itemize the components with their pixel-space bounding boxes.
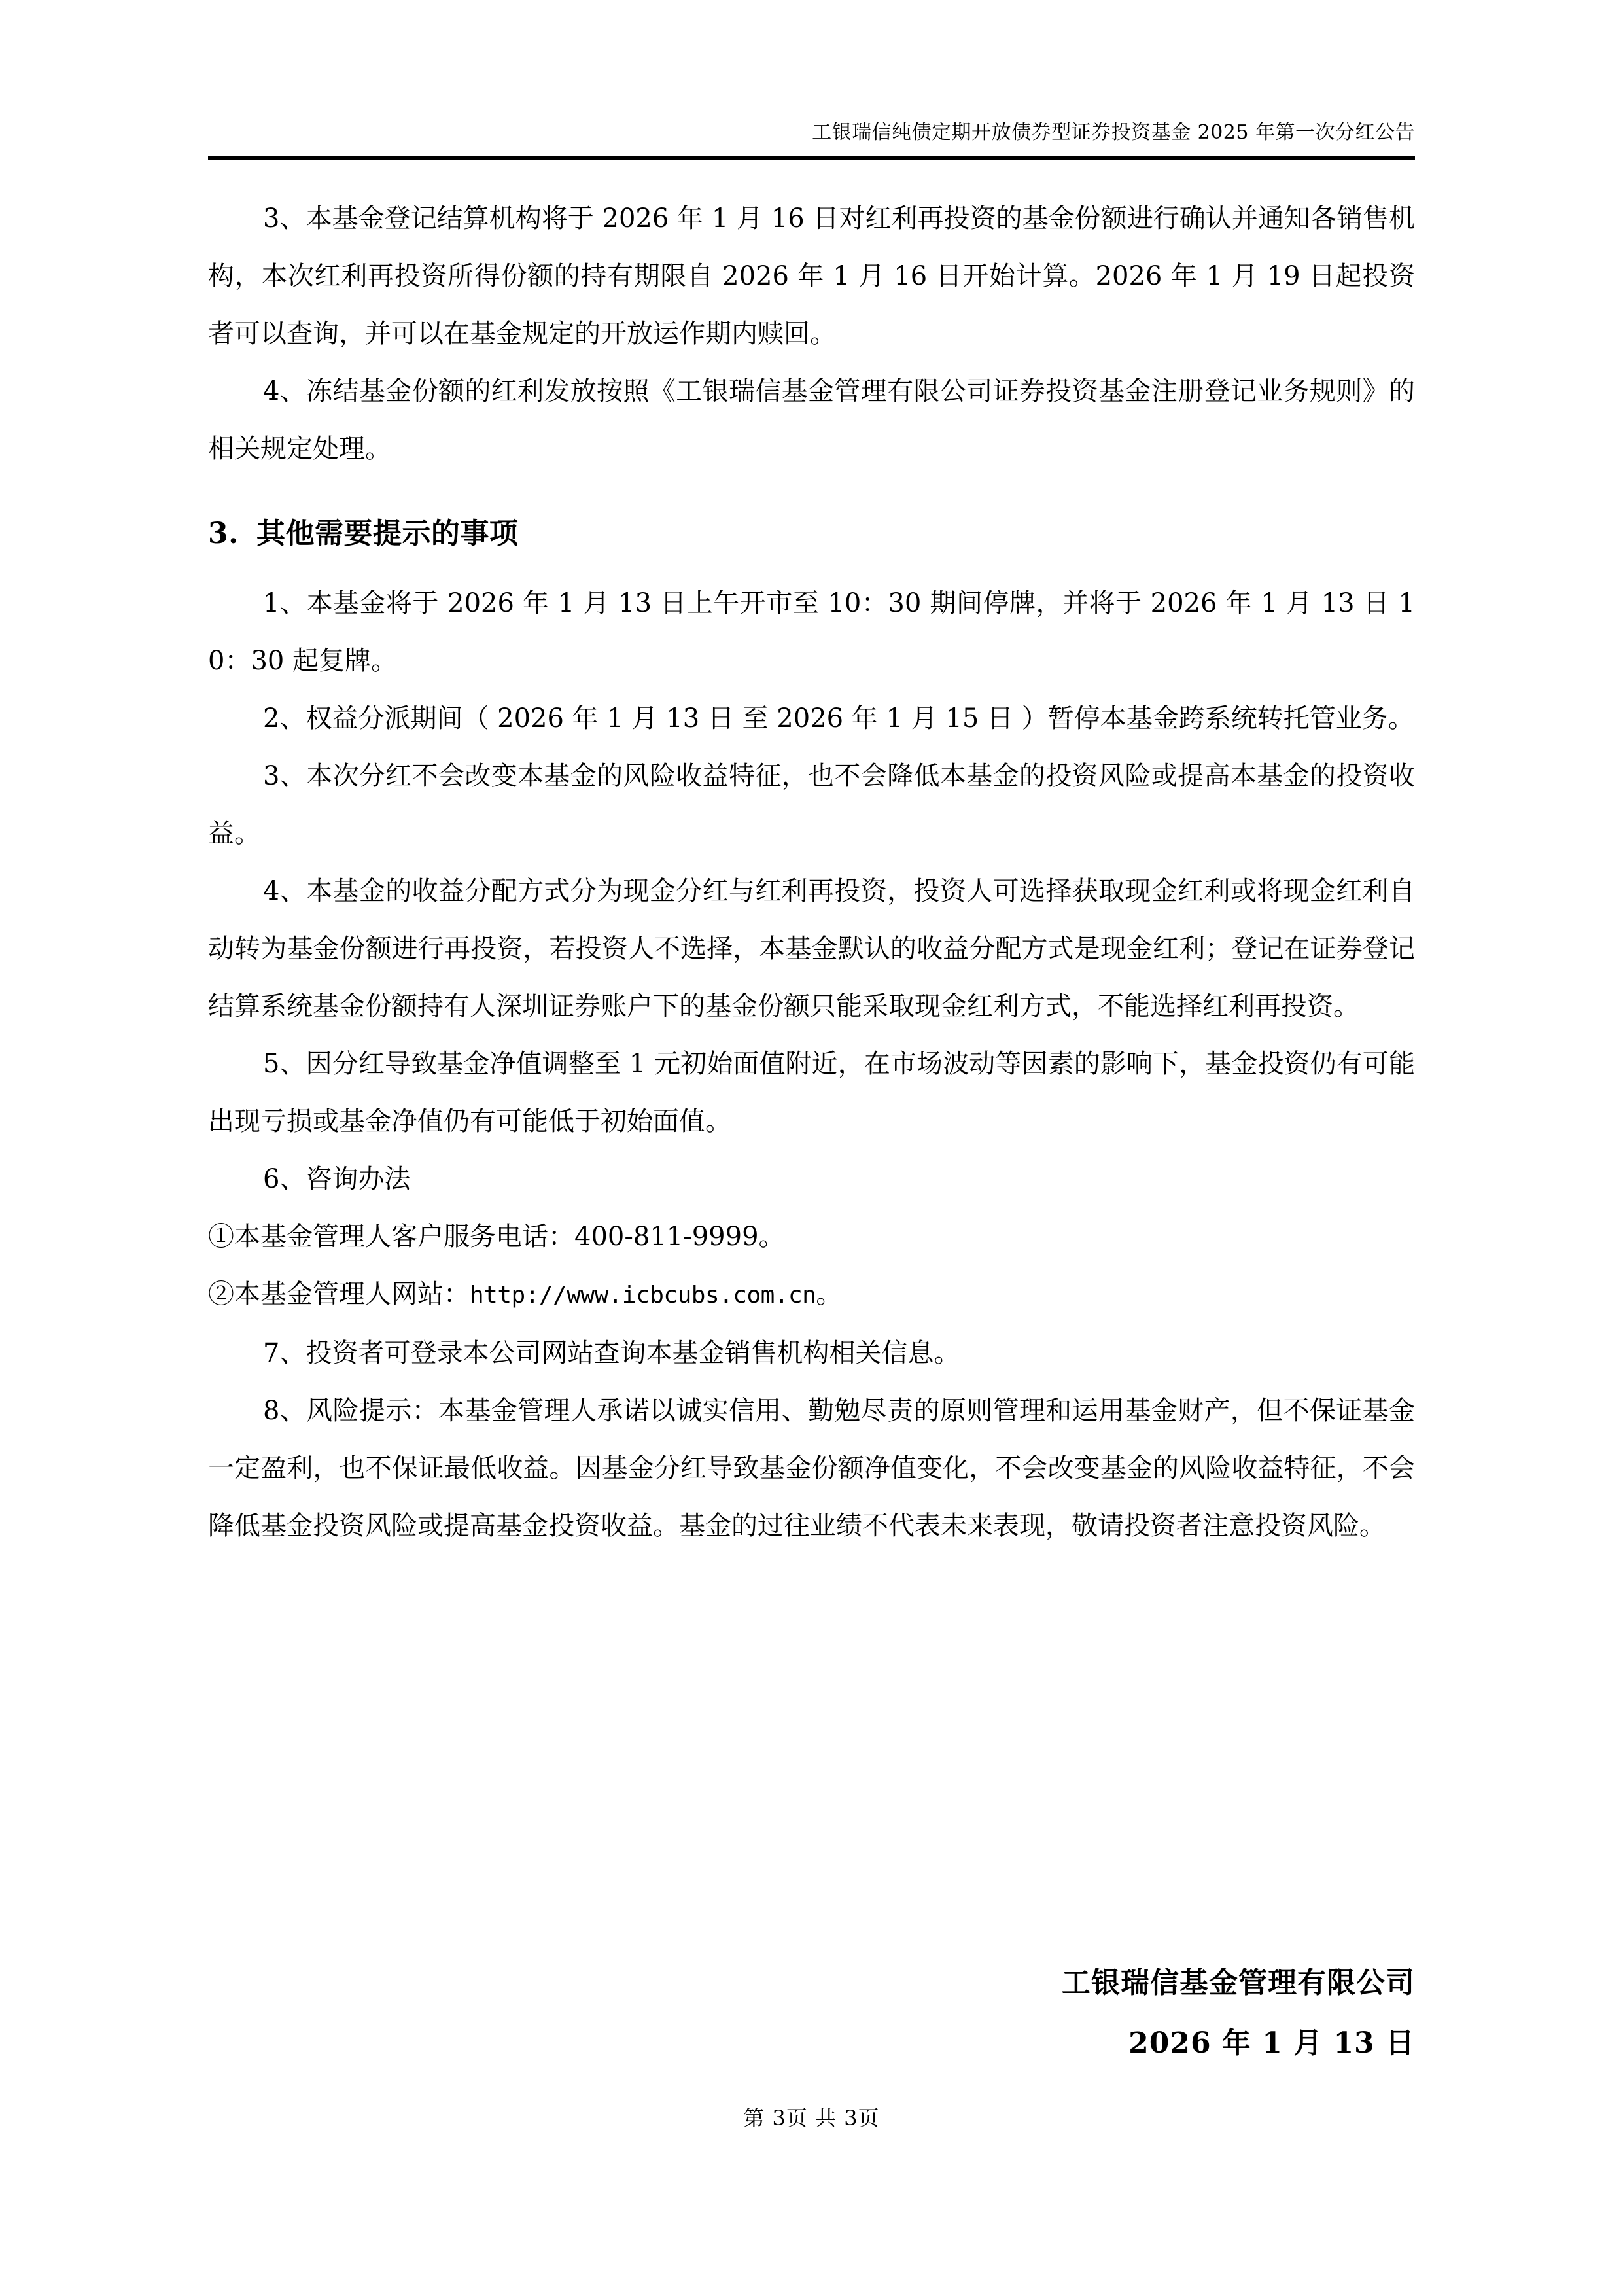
section-heading-other-notices (208, 500, 1415, 568)
spacer-after-heading (208, 568, 1415, 574)
website-url[interactable]: http://www.icbcubs.com.cn (470, 1282, 816, 1309)
running-header: 工银瑞信纯债定期开放债券型证券投资基金 2025 年第一次分红公告 (812, 121, 1415, 144)
notice-item-3: 3、本次分红不会改变本基金的风险收益特征，也不会降低本基金的投资风险或提高本基金的投资收益。 (208, 761, 1415, 849)
notice-item-6: 6、咨询办法 (263, 1164, 411, 1194)
paragraph-item-4: 4、冻结基金份额的红利发放按照《工银瑞信基金管理有限公司证券投资基金注册登记业务规则》的相关规定处理。 (208, 376, 1415, 464)
notice-item-7: 7、投资者可登录本公司网站查询本基金销售机构相关信息。 (263, 1338, 960, 1368)
paragraph-item-3: 3、本基金登记结算机构将于 2026 年 1 月 16 日对红利再投资的基金份额进行确认并通知各销售机构，本次红利再投资所得份额的持有期限自 2026 年 1 月 16 日开始计算。2026 年 1 月 19 日起投资者可以查询，并可以在基金规定的开放运作期内赎回。 (208, 203, 1415, 349)
notice-item-4: 4、本基金的收益分配方式分为现金分红与红利再投资，投资人可选择获取现金红利或将现金红利自动转为基金份额进行再投资，若投资人不选择，本基金默认的收益分配方式是现金红利；登记在证券登记结算系统基金份额持有人深圳证券账户下的基金份额只能采取现金红利方式，不能选择红利再投资。 (208, 876, 1415, 1021)
spacer-before-heading (208, 478, 1415, 500)
notice-item-6-phone: ①本基金管理人客户服务电话：400-811-9999。 (208, 1222, 785, 1252)
header-divider-rule (208, 156, 1415, 160)
website-period: 。 (816, 1279, 843, 1309)
signature-company-name: 工银瑞信基金管理有限公司 (1062, 1966, 1415, 2000)
document-body (208, 190, 1415, 1555)
notice-item-1: 1、本基金将于 2026 年 1 月 13 日上午开市至 10：30 期间停牌，并将于 2026 年 1 月 13 日 10：30 起复牌。 (208, 588, 1415, 676)
signature-date: 2026 年 1 月 13 日 (1128, 2026, 1415, 2060)
section-heading-title: 其他需要提示的事项 (256, 517, 519, 550)
website-label: ②本基金管理人网站： (208, 1279, 470, 1309)
notice-item-2: 2、权益分派期间（ 2026 年 1 月 13 日 至 2026 年 1 月 15 日 ）暂停本基金跨系统转托管业务。 (263, 703, 1414, 733)
notice-item-8: 8、风险提示：本基金管理人承诺以诚实信用、勤勉尽责的原则管理和运用基金财产，但不保证基金一定盈利，也不保证最低收益。因基金分红导致基金份额净值变化，不会改变基金的风险收益特征，不会降低基金投资风险或提高基金投资收益。基金的过往业绩不代表未来表现，敬请投资者注意投资风险。 (208, 1396, 1415, 1541)
section-heading-number: 3. (208, 517, 239, 550)
notice-item-5: 5、因分红导致基金净值调整至 1 元初始面值附近，在市场波动等因素的影响下，基金投资仍有可能出现亏损或基金净值仍有可能低于初始面值。 (208, 1049, 1415, 1137)
notice-item-6-website (208, 1265, 1415, 1324)
signature-block (208, 1953, 1415, 2074)
page-number-footer: 第 3页 共 3页 (743, 2106, 880, 2130)
